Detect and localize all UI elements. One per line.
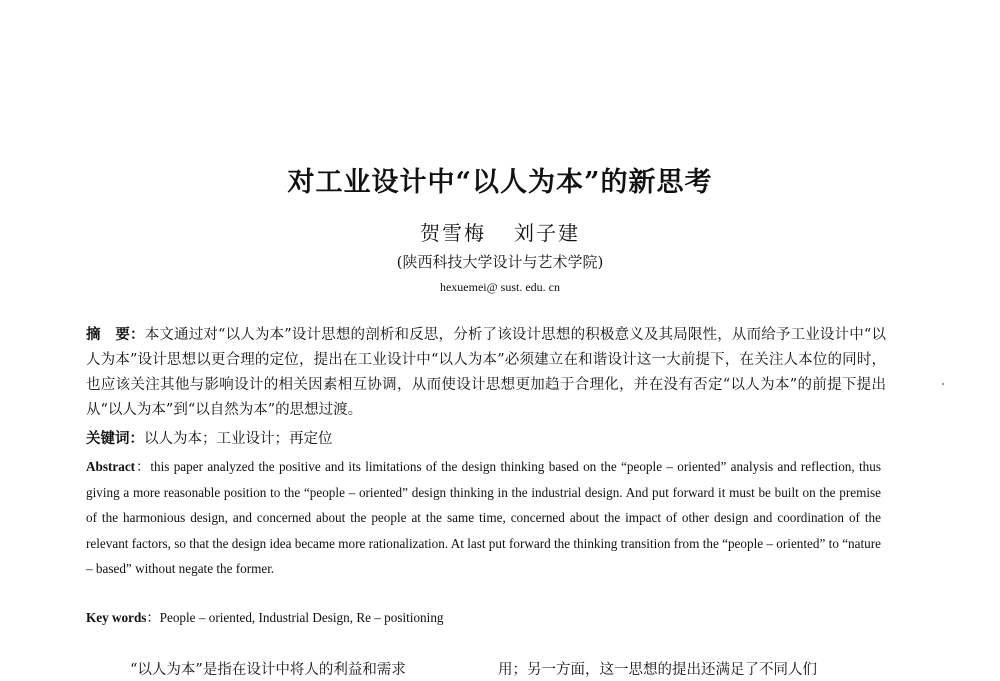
keywords-chinese [86, 428, 886, 450]
affiliation: (陕西科技大学设计与艺术学院) [396, 253, 604, 271]
keywords-english [86, 607, 886, 629]
paper-title: 对工业设计中“以人为本”的新思考 [287, 167, 713, 198]
scan-speck [942, 383, 944, 385]
keywords-chinese-text: 以人为本；工业设计；再定位 [144, 431, 333, 447]
author-email: hexuemei@ sust. edu. cn [439, 280, 561, 294]
author-name: 贺雪梅 [420, 221, 486, 245]
abstract-english-text: ：this paper analyzed the positive and its limitations of the design thinking based on the “people – oriented” analysis and reflection, thus giving a more reasonable position to the “people – oriented” design thinking in the industrial design. And put forward it must be built on the premise of the harmonious design, and concerned about the people at the same time, concerned about the impact of other design and coordination of the relevant factors, so that the design idea became more rationalization. At last put forward the thinking transition from the “people – oriented” to “nature – based” without negate the former. [86, 459, 882, 576]
keywords-english-text: ：People – oriented, Industrial Design, Re – positioning [146, 610, 444, 625]
keywords-chinese-label: 关键词： [86, 430, 144, 447]
keywords-english-label: Key words [86, 610, 147, 625]
abstract-chinese-text: 本文通过对“以人为本”设计思想的剖析和反思，分析了该设计思想的积极意义及其局限性，从而给予工业设计中“以人为本”设计思想以更合理的定位，提出在工业设计中“以人为本”必须建立在和谐设计这一大前提下，在关注人本位的同时，也应该关注其他与影响设计的相关因素相互协调，从而使设计思想更加趋于合理化，并在没有否定“以人为本”的前提下提出从“以人为本”到“以自然为本”的思想过渡。 [86, 327, 887, 418]
author-name: 刘子建 [514, 221, 580, 245]
body-text-right-column: 用；另一方面，这一思想的提出还满足了不同人们 [498, 662, 817, 678]
abstract-chinese-label: 摘 要： [86, 326, 145, 343]
abstract-chinese [86, 322, 886, 423]
abstract-english [86, 454, 881, 582]
abstract-english-label: Abstract [86, 459, 136, 474]
body-text-left-column: “以人为本”是指在设计中将人的利益和需求 [130, 662, 406, 678]
author-list [0, 217, 1000, 246]
